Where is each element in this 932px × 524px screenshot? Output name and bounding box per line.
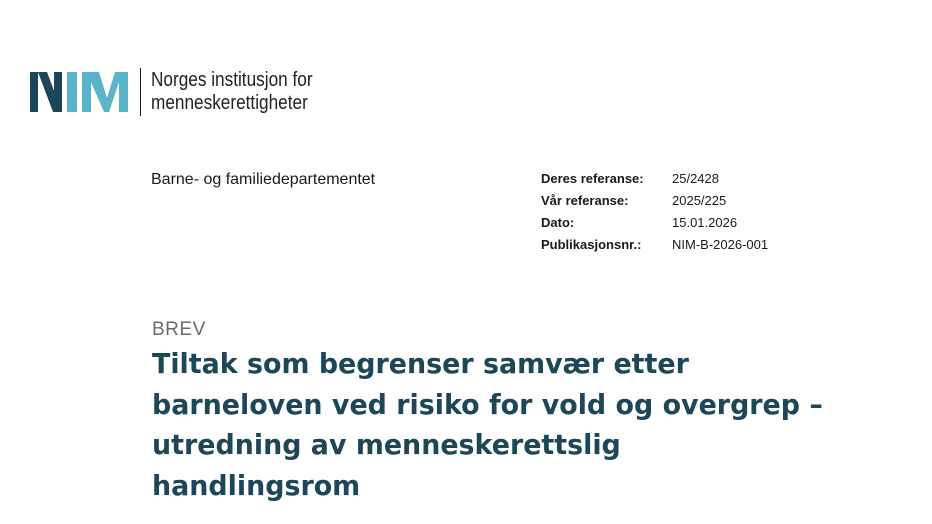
meta-label: Deres referanse: [541, 171, 644, 186]
meta-value: 15.01.2026 [672, 215, 738, 230]
logo-text [151, 69, 313, 115]
nim-logo-icon [30, 70, 129, 114]
document-type: BREV [152, 319, 206, 340]
meta-row-deres-referanse [541, 168, 768, 190]
logo-text-line-2: menneskerettigheter [151, 92, 308, 114]
title-line: handlingsrom [152, 468, 361, 502]
meta-value: 2025/225 [672, 193, 727, 208]
meta-value: 25/2428 [672, 171, 719, 186]
logo-divider [140, 68, 141, 116]
reference-block [541, 168, 768, 256]
document-title [152, 344, 824, 506]
nim-logo [30, 68, 339, 116]
meta-row-publikasjonsnr [541, 234, 768, 256]
recipient: Barne- og familiedepartementet [151, 171, 376, 188]
title-line: Tiltak som begrenser samvær etter [152, 347, 689, 380]
meta-label: Vår referanse: [541, 193, 629, 208]
meta-row-var-referanse [541, 190, 768, 212]
title-line: utredning av menneskerettslig [152, 428, 621, 461]
title-line: barneloven ved risiko for vold og overgrep – [152, 387, 823, 421]
meta-label: Dato: [541, 215, 575, 230]
meta-label: Publikasjonsnr.: [541, 237, 642, 252]
logo-text-line-1: Norges institusjon for [151, 69, 313, 91]
meta-value: NIM-B-2026-001 [672, 237, 769, 252]
meta-row-dato [541, 212, 768, 234]
nim-logo-mark [30, 70, 129, 114]
